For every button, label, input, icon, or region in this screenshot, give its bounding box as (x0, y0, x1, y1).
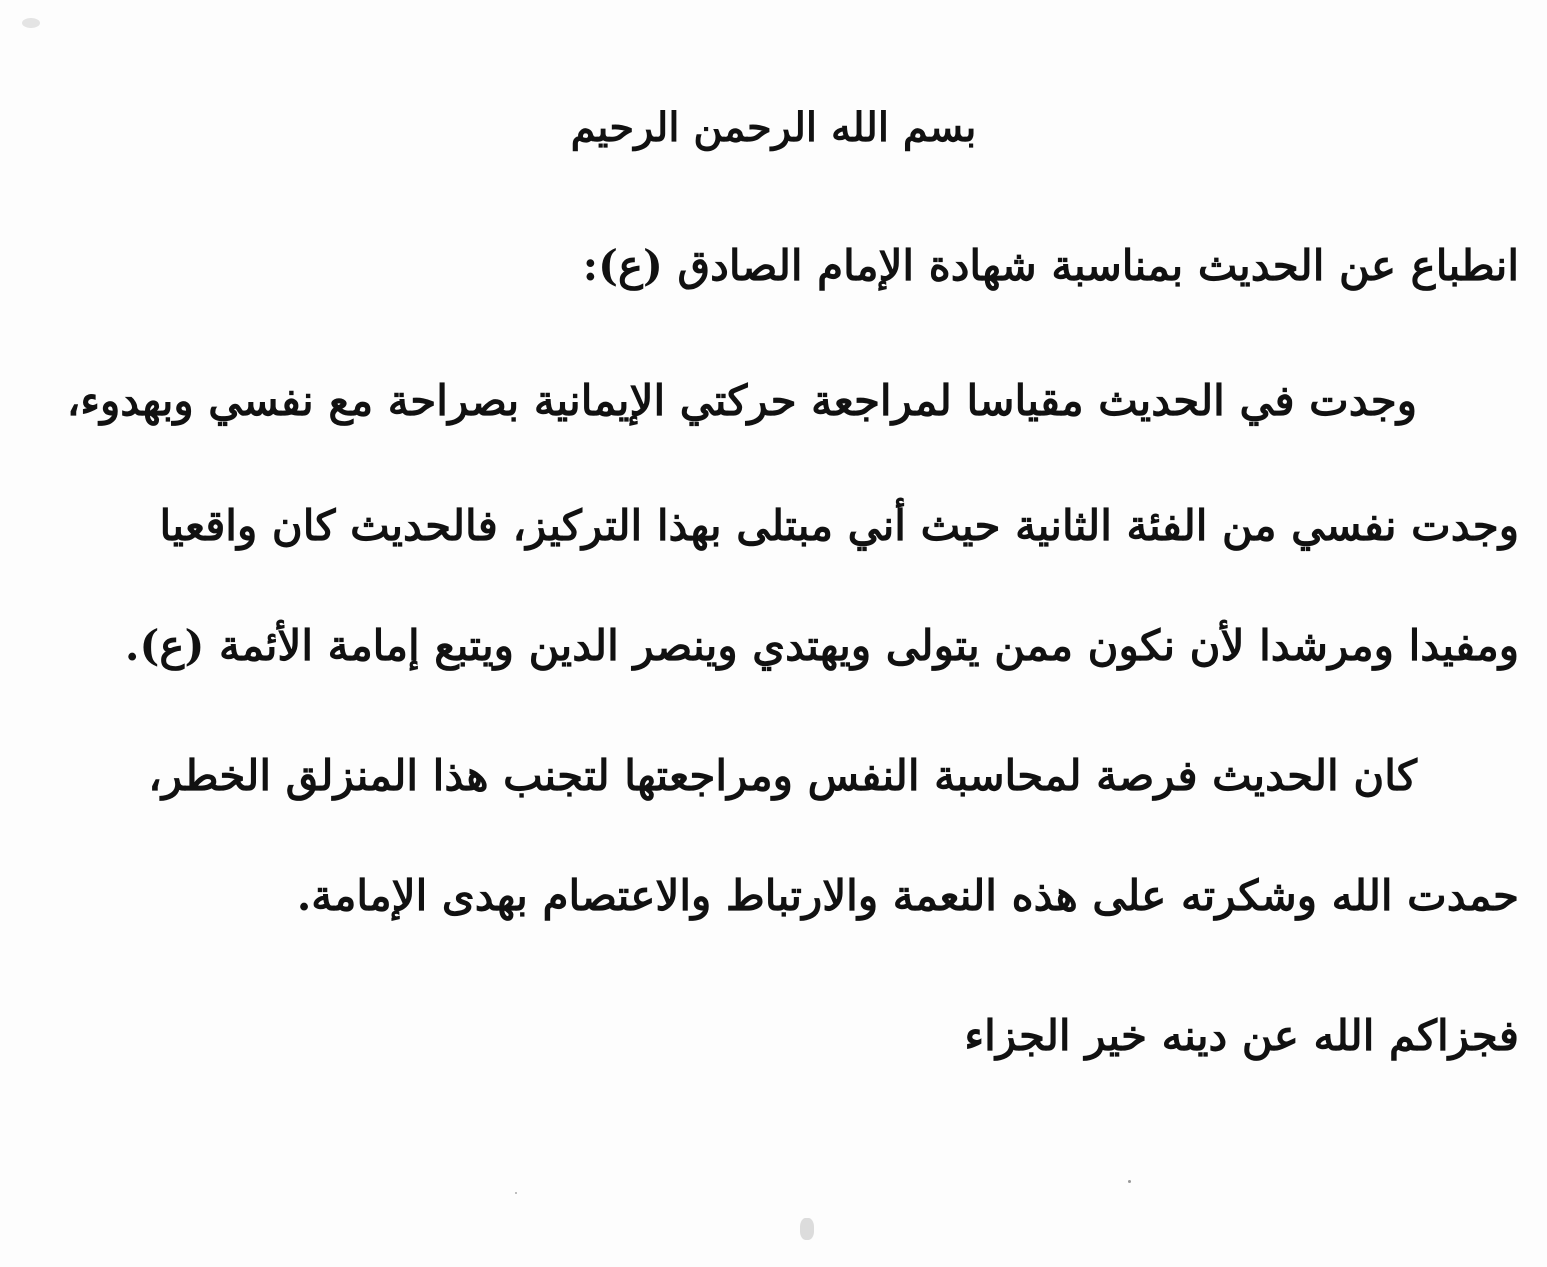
document-heading: انطباع عن الحديث بمناسبة شهادة الإمام الصادق (ع): (582, 241, 1519, 290)
paragraph-2-line-2: حمدت الله وشكرته على هذه النعمة والارتباط والاعتصام بهدى الإمامة. (296, 871, 1519, 920)
paragraph-2-line-1: كان الحديث فرصة لمحاسبة النفس ومراجعتها لتجنب هذا المنزلق الخطر، (148, 751, 1417, 800)
scan-speck (515, 1192, 517, 1194)
paragraph-1-line-2: وجدت نفسي من الفئة الثانية حيث أني مبتلى بهذا التركيز، فالحديث كان واقعيا (159, 501, 1519, 550)
scan-speck (1128, 1180, 1131, 1183)
paragraph-1-line-1: وجدت في الحديث مقياسا لمراجعة حركتي الإيمانية بصراحة مع نفسي وبهدوء، (66, 376, 1417, 425)
scan-speck (22, 18, 40, 28)
closing-line: فجزاكم الله عن دينه خير الجزاء (964, 1011, 1519, 1060)
scan-speck (800, 1218, 814, 1240)
document-title: بسم الله الرحمن الرحيم (570, 104, 977, 151)
paragraph-1-line-3: ومفيدا ومرشدا لأن نكون ممن يتولى ويهتدي وينصر الدين ويتبع إمامة الأئمة (ع). (124, 621, 1519, 670)
